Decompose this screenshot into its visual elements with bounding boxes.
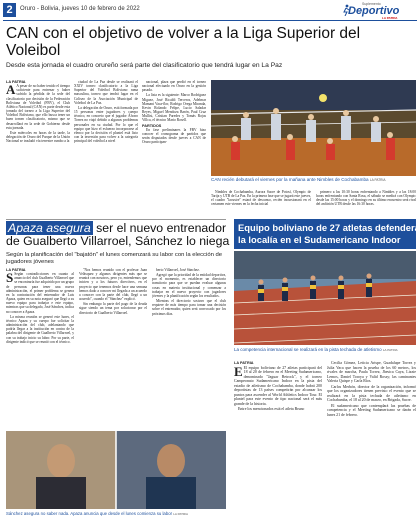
caption-text: La competencia internacional se realizará en la pista techada de atletismo bbox=[234, 347, 382, 352]
drop-cap: A bbox=[6, 82, 16, 98]
portrait-scene bbox=[6, 431, 226, 509]
article3-col1 bbox=[234, 361, 322, 519]
article3-title-line2: la localía en el Sudamericano Indoor bbox=[238, 233, 401, 245]
section-logo bbox=[342, 2, 416, 20]
article1-col4 bbox=[211, 190, 311, 216]
logo-top: Suplemento bbox=[362, 2, 381, 6]
article2-subtitle: Según la planificación del "bajatón" el lunes comenzará su labor con la elección de jugadores jóvenes bbox=[6, 252, 223, 265]
article1-para: En fase preliminares la FBV hizo conocer el cronograma de partidos que serán disputados desde jueves a CAN de Oruro participan- bbox=[142, 127, 206, 145]
article1-para: nacional, plaza que perdió en el torneo nacional efectuado en Oruro en la gestión pasada. bbox=[142, 80, 206, 93]
dateline: Oruro - Bolivia, jueves 10 de febrero de 2022 bbox=[20, 6, 140, 12]
volleyball-scene bbox=[211, 80, 416, 176]
athletics-photo bbox=[234, 251, 416, 345]
article1-byline: LA PATRIA bbox=[6, 80, 26, 84]
drop-cap: E bbox=[234, 363, 243, 379]
article2-para: Sin embargo la parte del pago de la deuda sigue siendo un tema por solucionar por el directorio de Gualberto Villarroel. bbox=[79, 302, 147, 315]
photo-credit: LA PATRIA bbox=[369, 178, 386, 182]
article1-title bbox=[6, 25, 416, 59]
article1-para: Nimbles de Cochabamba, Aurora Sucre de Potosí, Olympic de Tarija y UTB de La Paz. En la primera fase que se jugará este jueves, el cuadro "lacustre" estará de descanso, recién incursionará en el certamen este viernes en la fecha inicial bbox=[211, 190, 311, 207]
article2-rule bbox=[6, 219, 226, 220]
article-apaza bbox=[0, 219, 230, 521]
article2-col2 bbox=[79, 268, 147, 428]
article1-para: A A pesar de no haber tenido el tiempo suficiente para entrenar y haber sufrido la pérdida de la sede del clasificatorio por decisión de la Federación Boliviana de Voleibol (FBV), el Club Atlético Nacional (CAN) es parte desde esta jornada del torneo a la Liga Superior del Voleibol Boliviano, que ello busca tener un buen torneo clasificatorio, mismo que se desarrollará en la sede de Gobierno desde esta jornada. bbox=[6, 82, 70, 130]
apaza-sanchez-photo bbox=[6, 431, 226, 509]
caption-text: CAN recién debutará el viernes por la mañana ante Nimbles de Cochabamba bbox=[211, 177, 369, 182]
article-can bbox=[0, 22, 420, 217]
logo-sub: LA PATRIA bbox=[382, 16, 398, 20]
photo-credit: LA PATRIA bbox=[382, 348, 398, 352]
header-rule bbox=[3, 20, 417, 21]
article3-photo-caption bbox=[234, 347, 416, 353]
runner-icon bbox=[342, 4, 350, 16]
article1-para: ciudad de La Paz desde se realizará el XXIV torneo clasificatorio a la Liga Superior del Voleibol Boliviano rama masculina, torneo que tendrá lugar en el Coliseo de la Asociación Municipal de Voleibol de La Paz. bbox=[74, 80, 138, 105]
article2-title bbox=[6, 222, 230, 249]
article2-para: Mientras el directorio sostuvo que el club requiere de más tiempo para tomar una decisión sobre el entrenador, quien será convocado por los próximos días. bbox=[152, 299, 226, 316]
article2-col3 bbox=[152, 268, 226, 428]
athletics-scene bbox=[234, 251, 416, 345]
article1-title-text: CAN con el objetivo de volver a la Liga Superior del Voleibol bbox=[6, 25, 361, 59]
article2-col1 bbox=[6, 268, 74, 428]
article3-title-line1: Equipo boliviano de 27 atletas defenderá bbox=[238, 222, 420, 233]
article1-para: La lista es la siguiente: Marco Rodríguez Miguez, José Ricaldi Terceros, Adelmar Mamani Vaca-flor, Rodrigo Orega Miranda, Kevin Rolando Felipe, Lucio Saladar Reyes, Miguel Mendoza Barón, Paul Cruz Mullisi, Cristian Paredes y Tomás Rojas Villca, el técnico Mario Rosell. bbox=[142, 93, 206, 123]
article2-byline: LA PATRIA bbox=[6, 268, 26, 272]
article1-subtitle: Desde esta jornada el cuadro orureño será parte del clasificatorio que tendrá lugar en La Paz bbox=[6, 62, 283, 69]
article1-col5 bbox=[316, 190, 416, 216]
article1-para: La delegación de Oruro, está formada por 15 personas entre jugadores y cuerpo técnico, en concreto que el jugador Álvaro Torrez no viajó debido a algunos problemas personales en su ciudad. Por lo que el equipo que hizo el esfuerzo incorporarse al elenco por la decisión el plantel está listo con la inversión para volver a la categoría principal del voleibol a nivel bbox=[74, 105, 138, 144]
article1-col3 bbox=[142, 80, 206, 215]
article1-col2 bbox=[74, 80, 138, 215]
article2-photo-caption bbox=[6, 511, 226, 517]
article2-para: "Nos hemos reunido con el profesor Juan Velásquez y algunos dirigentes más que se reunirá con nosotros, pero yo, entendemos que inicien y a los futuros directivos, en el proyecto que tenemos desde hace una semana hemos dado a conocer mi llegada a un acuerdo a conocer con la parte del club, llegó a un acuerdo", cuando el "Sánchez" explicó. bbox=[79, 268, 147, 302]
article2-para: berto Villarroel, José Sánchez. bbox=[156, 268, 200, 272]
title-highlight: Apaza asegura bbox=[8, 221, 91, 235]
logo-main: Deportivo bbox=[348, 5, 400, 17]
volleyball-photo bbox=[211, 80, 416, 176]
article1-para: Este miércoles en horas de la tarde, la delegación de Oruro del Parque de la Unión Nacional se trasladó vía terrestre rumbo a la bbox=[6, 130, 70, 144]
article3-para: El sudamericano que contemplará las pruebas de competencia y el Meeting Sudamericano se darán el lunes 21 de febrero. bbox=[327, 403, 416, 417]
article3-para: Entre los mencionados está el atleta Bruno bbox=[238, 407, 305, 411]
article3-col2 bbox=[327, 361, 416, 519]
article2-para: Agregó que la prioridad de la entidad deportiva, por el momento, es establecer un directorio transitorio para que se puedan evaluar algunas cosas en materia institucional y comenzar a trabajar en el nuevo proyecto con jugadores jóvenes y la planificación según los resultados. bbox=[152, 273, 226, 298]
article1-subhead: PARTIDOS bbox=[142, 123, 162, 128]
article3-para: E El equipo boliviano de 27 atletas participará del 18 al 20 de febrero en el Meeting Sudamericano, denominado "Jaguar Betrock", y el torneo Campeonato Sudamericano Indoor en la pista del estadio de atletismo de Cochabamba, donde habrá 200 deportistas de 13 países competirán por alcanzar los puntos para ascender al World Athletics Indoor Tour. El plantel para este evento de tipo nacional será el más grande de la historia. bbox=[234, 363, 322, 406]
article2-para: S Según contradicciones en cuanto al anuncio del club Gualberto Villarroel que se encontraría fue adquirido por un grupo de personas para tener una nueva administración, el primer problema se genera en la contratación del entrenador de Luis Apaza, quien en su nota aseguró que llegó a su nuevo equipo para trabajar e este equipo, mientras que su delegado, José Sánchez, indica no conocer a Apaza. bbox=[6, 270, 74, 314]
page-header bbox=[0, 0, 420, 22]
article1-col1 bbox=[6, 80, 70, 215]
article2-para: La misma reunión se generó este lunes, el técnico Apaza y su cuerpo fue solicitar la administración del club, adelantando que podría llegar a la institución en contra de la palabra del dirigente de Gualberto Villarroel, y con su trabajo inicio su labor. Por su parte, el dirigente indicó que se reunió con el técnico. bbox=[6, 314, 74, 344]
drop-cap: S bbox=[6, 270, 14, 286]
article3-para: Carlos Merbón, director de la organización, informó que los organizadores tienen previsto el evento que se realizará en la pista techada de atletismo en Cochabamba, el 18 al 20 de marzo, en Brigada, Sucre. bbox=[327, 384, 416, 402]
title-rest: ser el nuevo entrenador de Gualberto Villarroel, Sánchez lo niega bbox=[6, 221, 230, 249]
article-atletismo bbox=[234, 219, 418, 521]
article3-title-box bbox=[234, 219, 420, 249]
caption-text: Sánchez asegura no saber nada. Apaza anuncia que desde el lunes comienza su labor bbox=[6, 511, 173, 516]
article3-para: Cecilia Gómez, Leticia Arispe, Guadalupe Torrez y Julia Vaca que hacen la prueba de los 60 metros, los rivales de marcha, Paula Torrez, Jhesica Caya, Lizzie Lemos, Daniel Toroya y Valid Rossy; las caminantes Valeria Quispe y Carla Ríos. bbox=[327, 361, 416, 383]
photo-credit: LA PATRIA bbox=[173, 512, 188, 516]
article3-byline: LA PATRIA bbox=[234, 361, 254, 365]
page-number: 2 bbox=[3, 3, 16, 17]
article1-para: primero a las 10:30 horas enfrentando a Nimbles y a las 18:00 horas enfrentando con Santa Rosa, el sábado se medirá con Olympic desde las 15:00 horas y el domingo en su último encuentro será rival del anfitrión UTB desde las 16:30 horas. bbox=[316, 190, 416, 207]
article1-photo-caption bbox=[211, 177, 416, 183]
